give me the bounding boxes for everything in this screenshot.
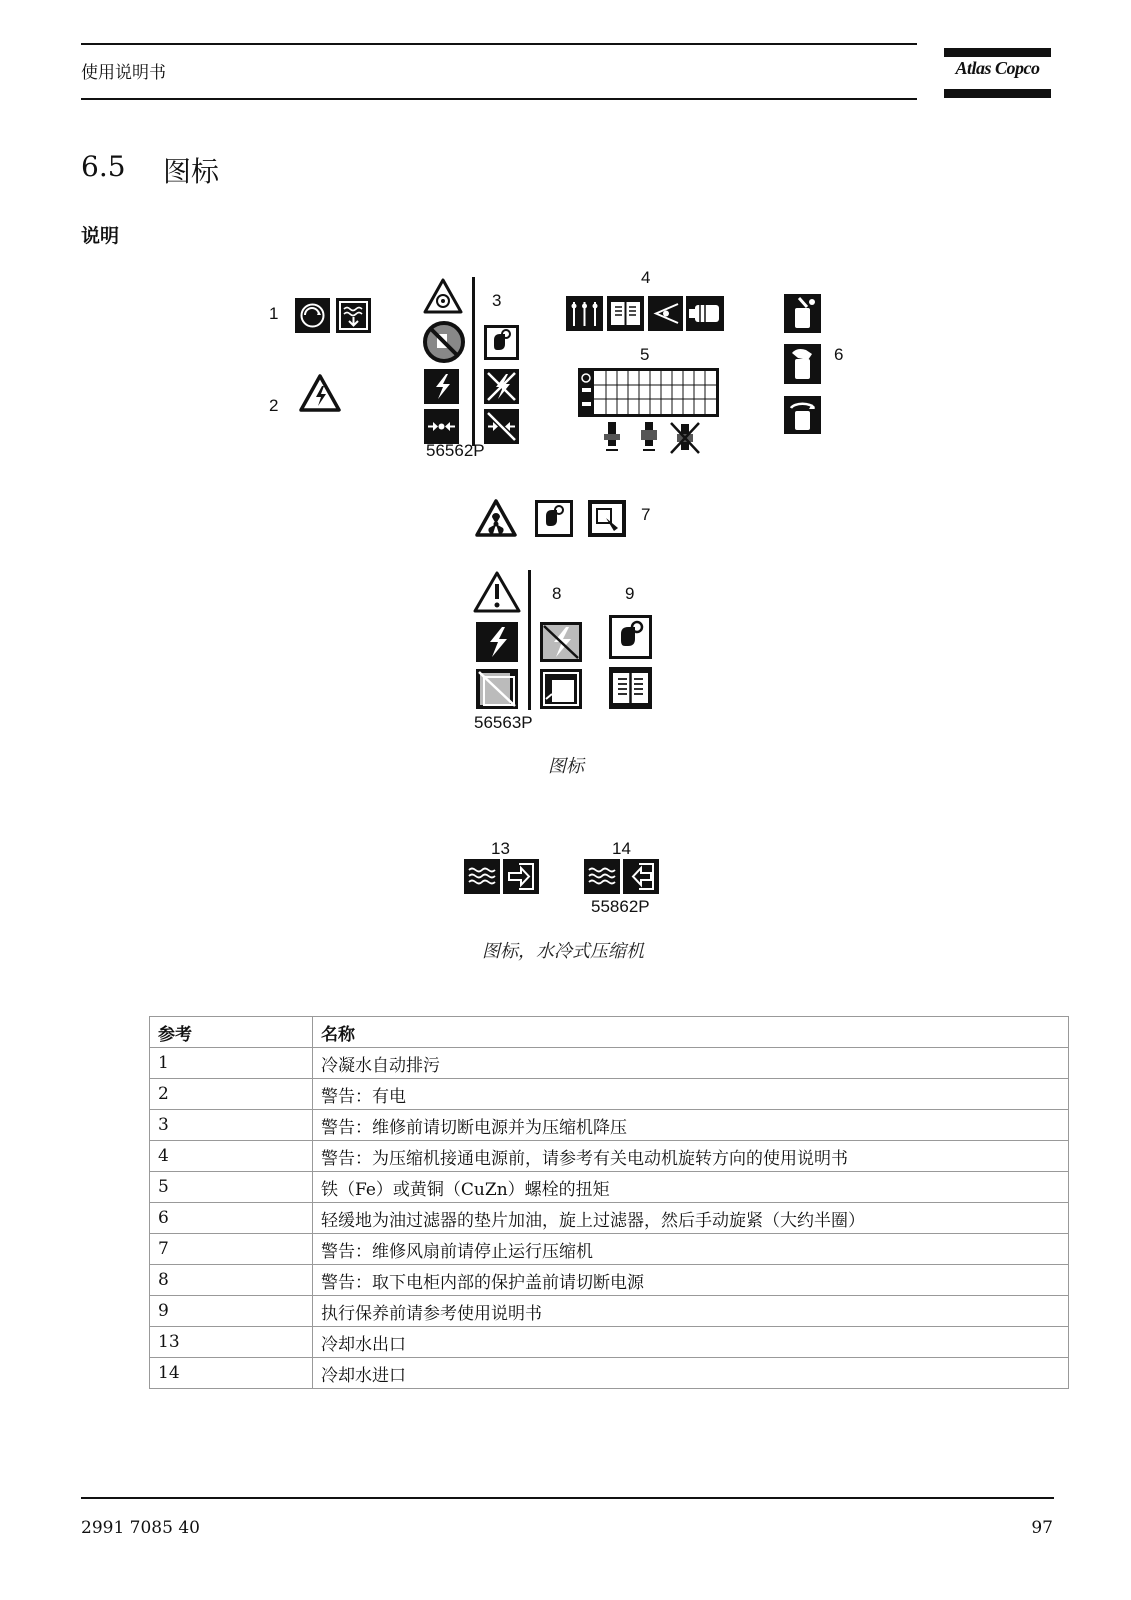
condensate-drain-icon [295,298,330,333]
bolt-ok-icon-2 [638,420,660,456]
electric-power-icon-2 [476,622,518,662]
drain-water-icon [336,298,371,333]
row-ref: 13 [150,1327,313,1358]
rotation-direction-icon [648,296,683,331]
table-row [150,1079,1069,1110]
manual-book-icon [607,296,644,331]
rotating-parts-warning-icon [422,277,464,315]
figure2-caption: 图标，水冷式压缩机 [482,941,644,962]
cooling-water-icon [464,859,500,894]
fuse-rating-icon [566,296,603,331]
label-5: 5 [640,345,650,364]
table-row [150,1327,1069,1358]
row-name: 警告：为压缩机接通电源前，请参考有关电动机旋转方向的使用说明书 [313,1141,1069,1172]
label-3: 3 [492,291,502,310]
header-title: 使用说明书 [81,63,166,83]
no-maintenance-prohibition-icon [422,320,466,364]
label-2: 2 [269,396,279,415]
table-row [150,1203,1069,1234]
label-1: 1 [269,304,279,323]
table-row [150,1358,1069,1389]
row-name: 冷却水出口 [313,1327,1069,1358]
label-7: 7 [641,505,651,524]
figure-code-55862P: 55862P [591,897,650,916]
general-warning-icon [472,570,522,614]
power-off-icon [484,369,519,404]
label-8: 8 [552,584,562,603]
row-name: 冷凝水自动排污 [313,1048,1069,1079]
motor-icon [686,296,724,331]
row-name: 冷却水进口 [313,1358,1069,1389]
header-top-rule [81,43,917,45]
row-name: 执行保养前请参考使用说明书 [313,1296,1069,1327]
cabinet-cover-icon [540,669,582,709]
header-ref: 参考 [150,1017,313,1048]
row-name: 警告：维修风扇前请停止运行压缩机 [313,1234,1069,1265]
maintenance-hand-wrench-icon [484,325,519,360]
table-row [150,1265,1069,1296]
group-3-divider [472,277,475,446]
row-ref: 14 [150,1358,313,1389]
row-ref: 2 [150,1079,313,1110]
row-ref: 9 [150,1296,313,1327]
figure-code-56562P: 56562P [426,441,485,460]
electrical-hazard-warning-icon [298,373,342,413]
table-row [150,1234,1069,1265]
header-bottom-rule [81,98,917,100]
row-ref: 7 [150,1234,313,1265]
header-name: 名称 [313,1017,1069,1048]
legend-table [149,1016,1069,1389]
label-13: 13 [491,839,510,858]
logo-text: Atlas Copco [955,58,1040,78]
bolt-not-ok-icon [668,420,702,456]
hand-tighten-filter-icon [784,344,821,384]
row-ref: 4 [150,1141,313,1172]
section-number: 6.5 [81,150,126,183]
row-ref: 8 [150,1265,313,1296]
row-name: 警告：维修前请切断电源并为压缩机降压 [313,1110,1069,1141]
fan-warning-icon [474,498,518,538]
row-name: 警告：有电 [313,1079,1069,1110]
row-ref: 5 [150,1172,313,1203]
power-off-icon-2 [540,622,582,662]
atlas-copco-logo [944,48,1051,99]
water-inlet-icon [623,859,659,894]
group-8-divider [528,570,531,710]
document-number: 2991 7085 40 [81,1518,200,1538]
row-ref: 1 [150,1048,313,1079]
table-row [150,1172,1069,1203]
row-name: 铁（Fe）或黄铜（CuZn）螺栓的扭矩 [313,1172,1069,1203]
table-row [150,1296,1069,1327]
row-name: 轻缓地为油过滤器的垫片加油，旋上过滤器，然后手动旋紧（大约半圈） [313,1203,1069,1234]
table-row [150,1141,1069,1172]
page-number: 97 [1031,1518,1053,1538]
no-pressure-icon [484,409,519,444]
subtitle: 说明 [81,225,120,247]
section-title: 图标 [163,155,220,188]
label-4: 4 [641,268,651,287]
footer-rule [81,1497,1054,1499]
label-6: 6 [834,345,844,364]
table-header-row [150,1017,1069,1048]
row-ref: 3 [150,1110,313,1141]
manual-book-icon-2 [609,667,652,709]
row-ref: 6 [150,1203,313,1234]
filter-half-turn-icon [784,396,821,434]
bolt-ok-icon [601,420,623,456]
figure1-caption: 图标 [548,756,584,777]
electric-power-icon [424,369,459,404]
cabinet-cover-removed-icon [476,669,518,709]
water-outlet-icon [503,859,539,894]
maintenance-hand-wrench-icon-2 [609,615,652,659]
oil-filter-gasket-icon [784,294,821,333]
row-name: 警告：取下电柜内部的保护盖前请切断电源 [313,1265,1069,1296]
cooling-water-icon-2 [584,859,620,894]
label-14: 14 [612,839,631,858]
table-row [150,1110,1069,1141]
label-9: 9 [625,584,635,603]
depressurize-icon [424,409,459,444]
table-row [150,1048,1069,1079]
bolt-torque-table-icon [578,368,719,417]
stop-button-icon [588,500,626,537]
maintenance-fan-icon [535,500,573,537]
figure-code-56563P: 56563P [474,713,533,732]
